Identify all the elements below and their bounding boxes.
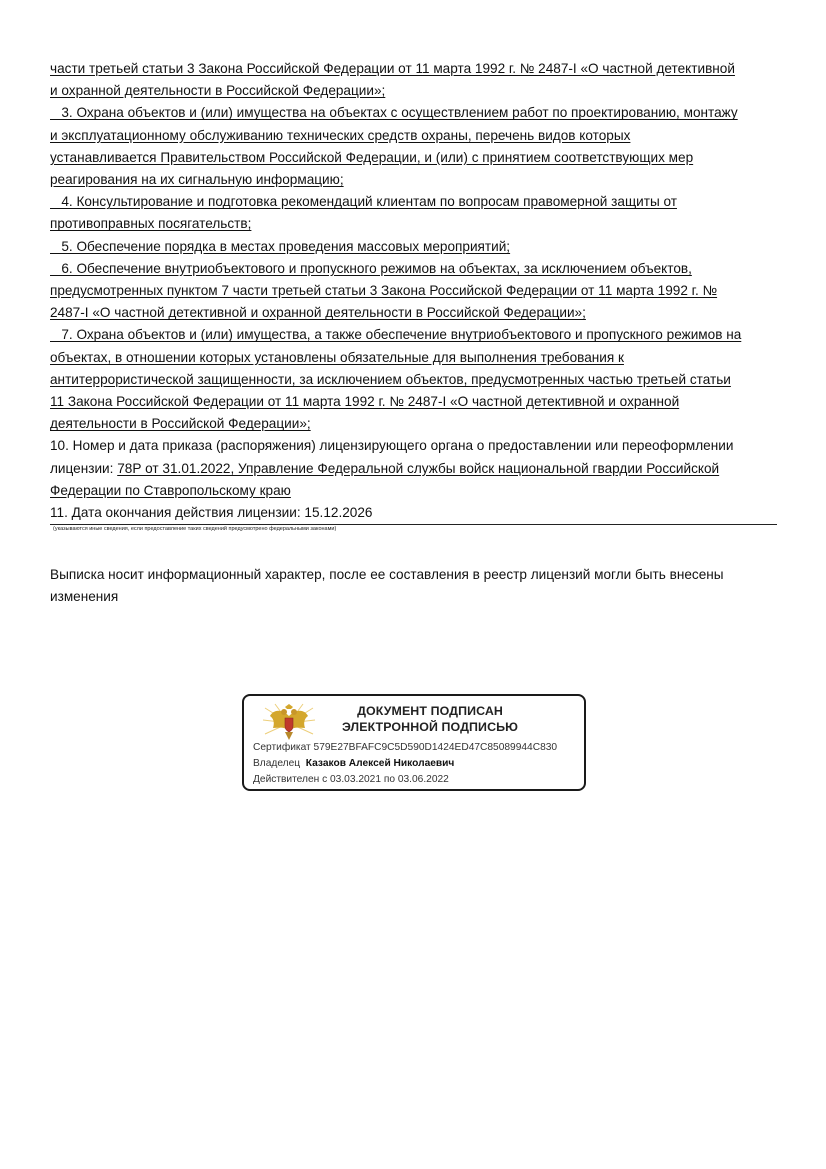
license-text-line: объектах, в отношении которых установлены обязательные для выполнения требования к [50, 349, 624, 365]
order-number-value: 78Р от 31.01.2022, Управление Федеральной службы войск национальной гвардии Российской [117, 460, 720, 476]
license-item-5: 5. Обеспечение порядка в местах проведения массовых мероприятий; [50, 238, 511, 254]
validity-label: Действителен [253, 774, 320, 785]
stamp-title: ДОКУМЕНТ ПОДПИСАН [357, 704, 503, 718]
license-text-line: реагирования на их сигнальную информацию; [50, 172, 344, 188]
license-text-line: части третьей статьи 3 Закона Российской Федерации от 11 марта 1992 г. № 2487-I «О частной детективной [50, 61, 735, 76]
owner-value: Казаков Алексей Николаевич [305, 758, 455, 769]
license-text-line: 11 Закона Российской Федерации от 11 марта 1992 г. № 2487-I «О частной детективной и охранной [50, 394, 680, 410]
notice-line: изменения [50, 589, 119, 605]
license-item-6: 6. Обеспечение внутриобъектового и пропускного режимов на объектах, за исключением объектов, [50, 260, 692, 276]
order-authority-value: Федерации по Ставропольскому краю [50, 482, 291, 498]
stamp-subtitle: ЭЛЕКТРОННОЙ ПОДПИСЬЮ [341, 720, 518, 734]
license-text-line: и эксплуатационному обслуживанию технических средств охраны, перечень видов которых [50, 127, 631, 143]
double-headed-eagle-emblem-icon [261, 702, 317, 744]
owner-label: Владелец [253, 758, 301, 769]
license-extract-body [50, 58, 777, 533]
license-text-line: и охранной деятельности в Российской Федерации»; [50, 83, 386, 99]
license-text-line: устанавливается Правительством Российской Федерации, и (или) с принятием соответствующих мер [50, 149, 694, 165]
electronic-signature-stamp [242, 694, 586, 791]
item-10-line [50, 458, 777, 480]
license-text-line: предусмотренных пунктом 7 части третьей статьи 3 Закона Российской Федерации от 11 марта 1992 г. № [50, 283, 718, 299]
notice-line: Выписка носит информационный характер, после ее составления в реестр лицензий могли быть внесены [50, 567, 724, 582]
expiry-label: 11. Дата окончания действия лицензии: [50, 505, 305, 521]
license-text-line: деятельности в Российской Федерации»; [50, 416, 311, 432]
license-text-line: антитеррористической защищенности, за исключением объектов, предусмотренных частью третьей статьи [50, 371, 731, 387]
license-text-line: противоправных посягательств; [50, 216, 252, 232]
footnote: (указываются иные сведения, если предоставление таких сведений предусмотрено федеральными законами) [53, 526, 337, 533]
certificate-label: Сертификат [253, 742, 311, 753]
validity-row [253, 774, 449, 785]
certificate-value: 579E27BFAFC9C5D590D1424ED47C85089944C830 [313, 742, 558, 753]
validity-value: с 03.03.2021 по 03.06.2022 [322, 774, 449, 785]
item-10-label: 10. Номер и дата приказа (распоряжения) лицензирующего органа о предоставлении или переоформлении [50, 438, 734, 454]
license-text-line: 2487-I «О частной детективной и охранной деятельности в Российской Федерации»; [50, 305, 586, 321]
license-item-4: 4. Консультирование и подготовка рекомендаций клиентам по вопросам правомерной защиты от [50, 194, 677, 210]
license-item-7: 7. Охрана объектов и (или) имущества, а также обеспечение внутриобъектового и пропускного режимов на [50, 327, 742, 343]
item-10-label-cont: лицензии: [50, 460, 118, 476]
expiry-date-value: 15.12.2026 [304, 505, 373, 521]
license-item-3: 3. Охрана объектов и (или) имущества на объектах с осуществлением работ по проектированию, монтажу [50, 105, 738, 121]
item-11-line [50, 502, 777, 525]
informational-notice [50, 564, 777, 608]
certificate-row [253, 742, 557, 753]
owner-row [253, 758, 454, 769]
